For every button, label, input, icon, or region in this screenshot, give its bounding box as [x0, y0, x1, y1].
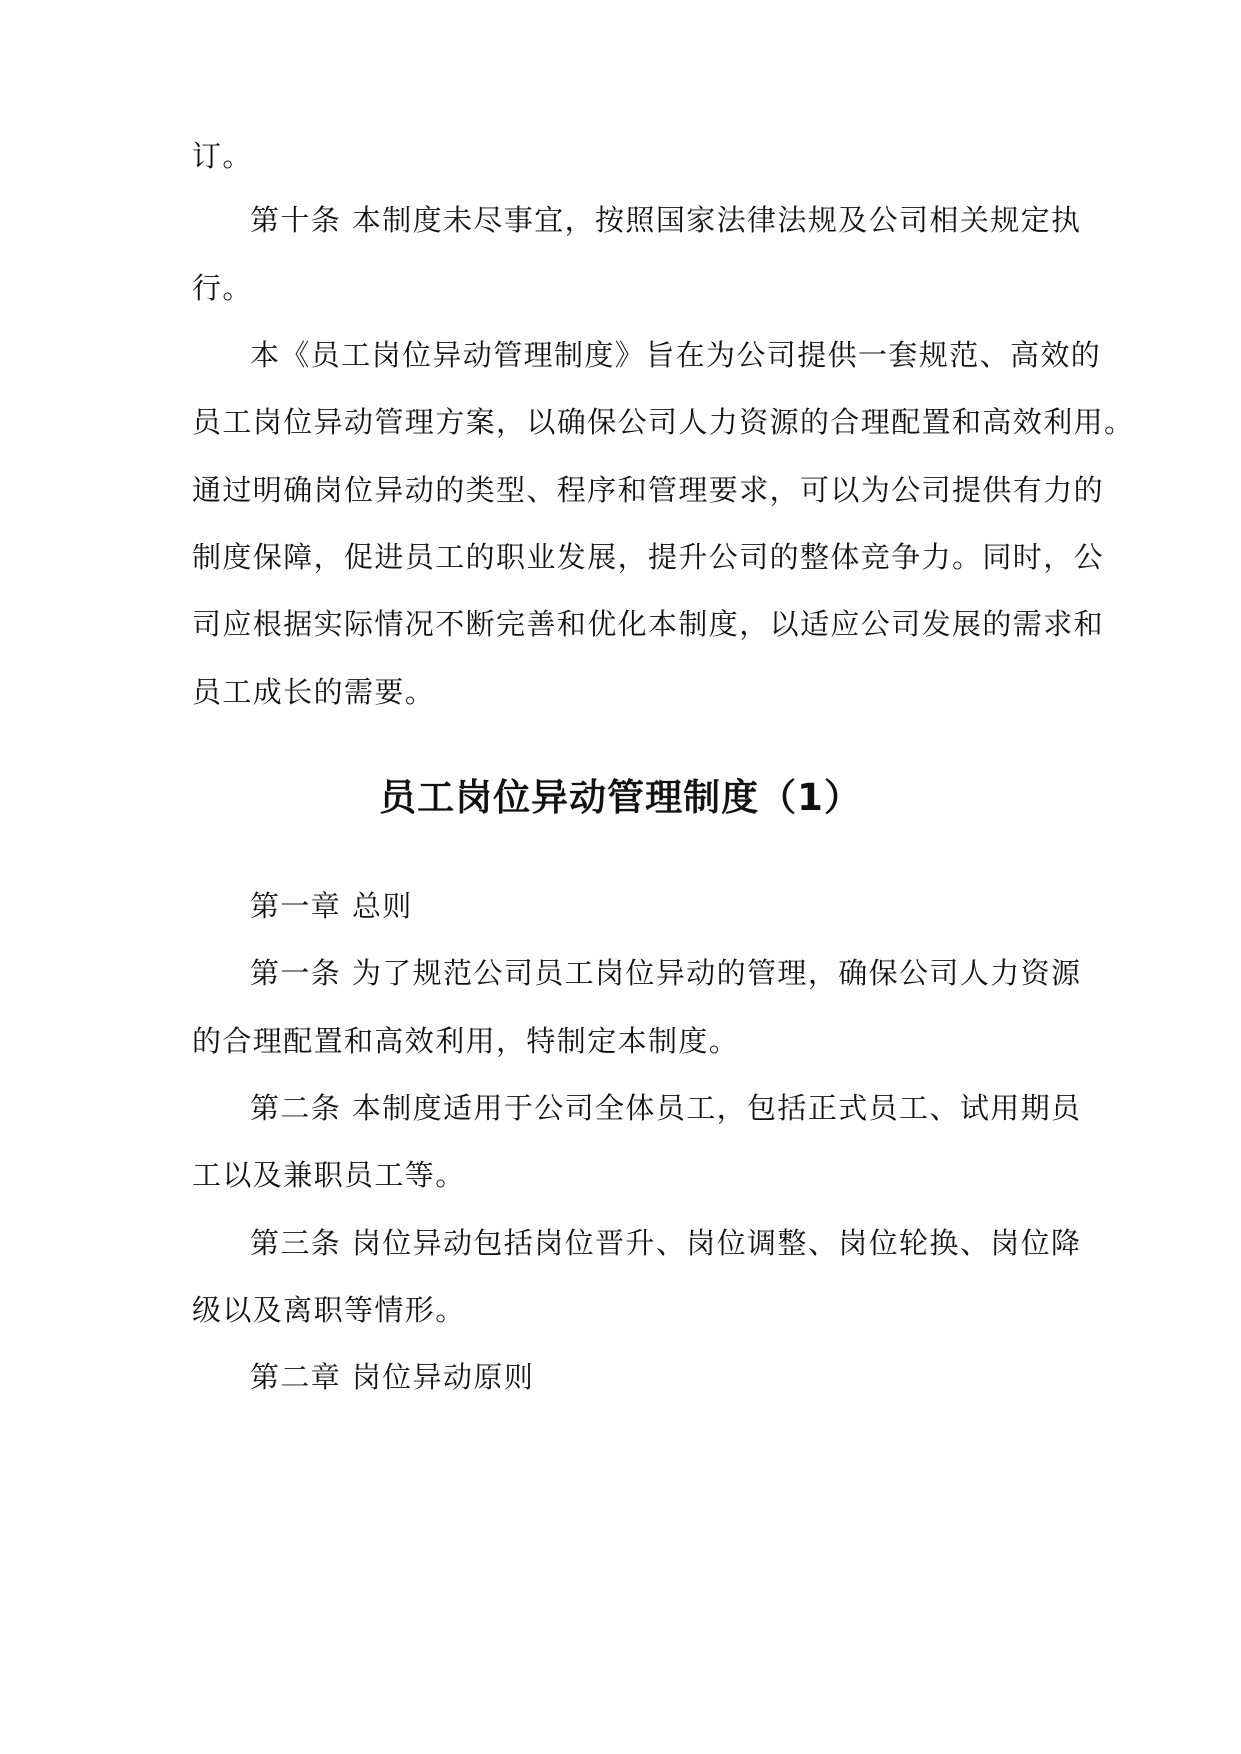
- summary-line: 员工岗位异动管理方案，以确保公司人力资源的合理配置和高效利用。: [192, 405, 1135, 439]
- summary-line: 员工成长的需要。: [192, 675, 436, 709]
- document-title: 员工岗位异动管理制度（1）: [379, 776, 862, 819]
- article-1-line: 的合理配置和高效利用，特制定本制度。: [192, 1024, 740, 1058]
- summary-line: 制度保障，促进员工的职业发展，提升公司的整体竞争力。同时，公: [192, 540, 1105, 574]
- article-2-line: 工以及兼职员工等。: [192, 1158, 466, 1192]
- summary-line: 本《员工岗位异动管理制度》旨在为公司提供一套规范、高效的: [250, 338, 1102, 372]
- paragraph-line: 订。: [192, 139, 253, 173]
- article-3-line: 第三条 岗位异动包括岗位晋升、岗位调整、岗位轮换、岗位降: [250, 1226, 1082, 1260]
- chapter-heading: 第二章 岗位异动原则: [250, 1360, 535, 1394]
- chapter-heading: 第一章 总则: [250, 889, 413, 923]
- article-10-line: 行。: [192, 271, 253, 305]
- article-1-line: 第一条 为了规范公司员工岗位异动的管理，确保公司人力资源: [250, 956, 1082, 990]
- summary-line: 通过明确岗位异动的类型、程序和管理要求，可以为公司提供有力的: [192, 473, 1105, 507]
- article-2-line: 第二条 本制度适用于公司全体员工，包括正式员工、试用期员: [250, 1091, 1082, 1125]
- article-3-line: 级以及离职等情形。: [192, 1293, 466, 1327]
- summary-line: 司应根据实际情况不断完善和优化本制度，以适应公司发展的需求和: [192, 607, 1105, 641]
- article-10-line: 第十条 本制度未尽事宜，按照国家法律法规及公司相关规定执: [250, 203, 1082, 237]
